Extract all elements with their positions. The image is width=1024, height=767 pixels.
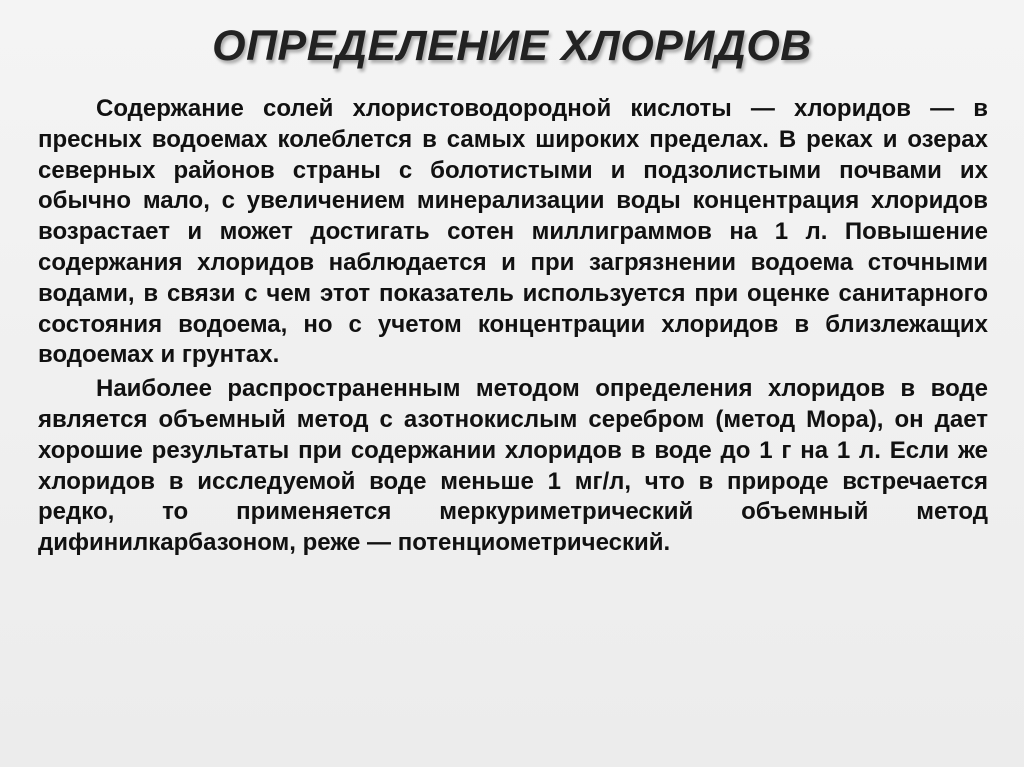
slide-body <box>38 94 988 559</box>
paragraph-determination-methods: Наиболее распространенным методом определения хлоридов в воде является объемный метод с азотнокислым серебром (метод Мора), он дает хорошие результаты при содержании хлоридов в воде до 1 г на 1 л. Если же хлоридов в исследуемой воде меньше 1 мг/л, что в природе встречается редко, то применяется меркуриметрический объемный метод дифинилкарбазоном, реже — потенциометрический. <box>38 375 988 557</box>
slide-title: ОПРЕДЕЛЕНИЕ ХЛОРИДОВ <box>212 22 812 70</box>
paragraph-chloride-content: Содержание солей хлористоводородной кислоты — хлоридов — в пресных водоемах колеблется в самых широких пределах. В реках и озерах северных районов страны с болотистыми и подзолистыми почвами их обычно мало, с увеличением минерализации воды концентрация хлоридов возрастает и может достигать сотен миллиграммов на 1 л. Повышение содержания хлоридов наблюдается и при загрязнении водоема сточными водами, в связи с чем этот показатель используется при оценке санитарного состояния водоема, но с учетом концентрации хлоридов в близлежащих водоемах и грунтах. <box>38 95 988 369</box>
